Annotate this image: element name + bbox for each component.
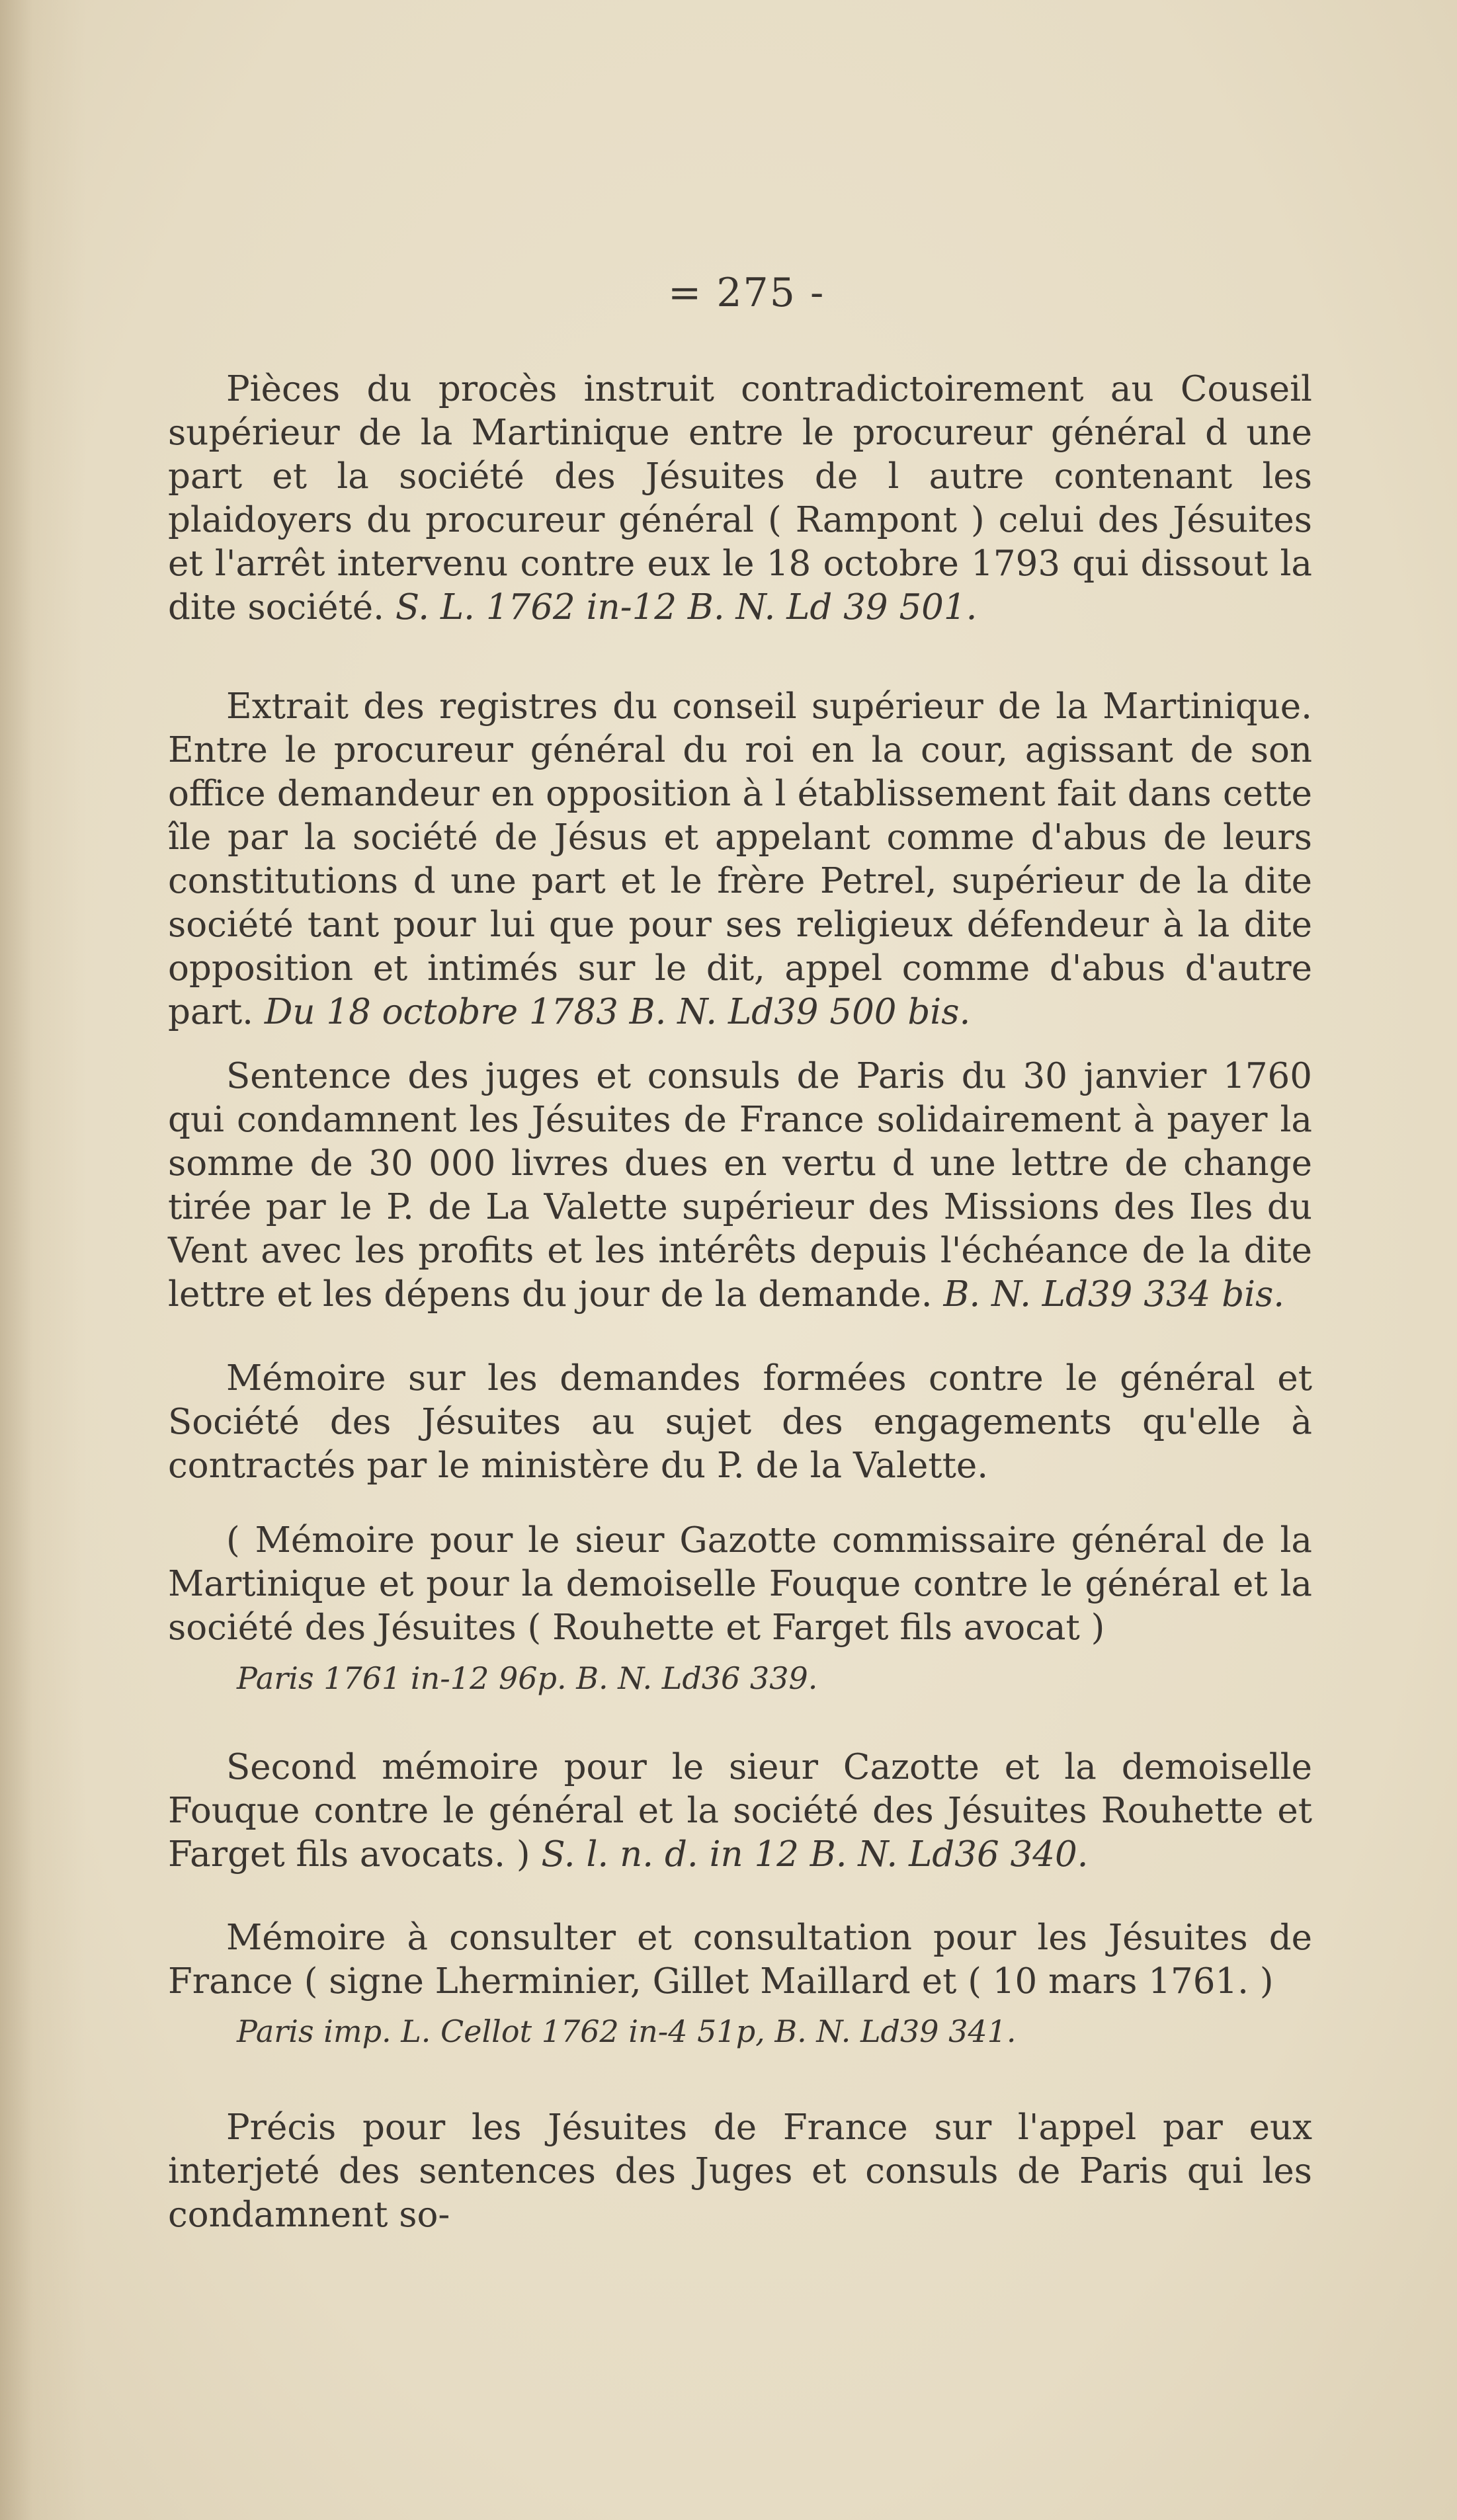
page-number: = 275 -	[668, 270, 825, 316]
entry-pieces-du-proces	[168, 368, 1312, 630]
entry-citation: S. L. 1762 in-12 B. N. Ld 39 501.	[395, 587, 978, 628]
entry-text: Précis pour les Jésuites de France sur l'appel par eux interjeté des sentences des Juges et consuls de Paris qui les condamnent so-	[168, 2107, 1312, 2235]
entry-text: Mémoire à consulter et consultation pour les Jésuites de France ( signe Lherminier, Gillet Maillard et ( 10 mars 1761. )	[168, 1918, 1312, 2002]
imprint-line-cellot: Paris imp. L. Cellot 1762 in-4 51p, B. N. Ld39 341.	[237, 2013, 1017, 2049]
entry-second-memoire	[168, 1746, 1312, 1877]
entry-precis-pour-les-jesuites	[168, 2106, 1312, 2237]
imprint-line-gazotte: Paris 1761 in-12 96p. B. N. Ld36 339.	[237, 1660, 818, 1696]
entry-memoire-sur-les-demandes	[168, 1357, 1312, 1488]
entry-text: Second mémoire pour le sieur Cazotte et la demoiselle Fouque contre le général et la société des Jésuites Rouhette et Farget fils avocats. )	[168, 1747, 1312, 1875]
entry-text: Pièces du procès instruit contradictoirement au Couseil supérieur de la Martinique entre le procureur général d une part et la société des Jésuites de l autre contenant les plaidoyers du procureur général ( Rampont ) celui des Jésuites et l'arrêt intervenu contre eux le 18 octobre 1793 qui dissout la dite société.	[168, 369, 1312, 628]
entry-citation: Du 18 octobre 1783 B. N. Ld39 500 bis.	[264, 992, 971, 1032]
entry-citation: S. l. n. d. in 12 B. N. Ld36 340.	[541, 1834, 1089, 1875]
entry-text: Sentence des juges et consuls de Paris du 30 janvier 1760 qui condamnent les Jésuites de France solidairement à payer la somme de 30 000 livres dues en vertu d une lettre de change tirée par le P. de La Valette supérieur des Missions des Iles du Vent avec les profits et les intérêts depuis l'échéance de la dite lettre et les dépens du jour de la demande.	[168, 1056, 1312, 1315]
entry-memoire-gazotte	[168, 1519, 1312, 1650]
entry-text: Mémoire sur les demandes formées contre le général et Société des Jésuites au sujet des engagements qu'elle à contractés par le ministère du P. de la Valette.	[168, 1358, 1312, 1486]
entry-citation: B. N. Ld39 334 bis.	[943, 1274, 1285, 1315]
entry-text: Extrait des registres du conseil supérieur de la Martinique. Entre le procureur général du roi en la cour, agissant de son office demandeur en opposition à l établissement fait dans cette île par la société de Jésus et appelant comme d'abus de leurs constitutions d une part et le frère Petrel, supérieur de la dite société tant pour lui que pour ses religieux défendeur à la dite opposition et intimés sur le dit, appel comme d'abus d'autre part.	[168, 686, 1312, 1032]
entry-text: ( Mémoire pour le sieur Gazotte commissaire général de la Martinique et pour la demoiselle Fouque contre le général et la société des Jésuites ( Rouhette et Farget fils avocat )	[168, 1520, 1312, 1648]
entry-extrait-des-registres	[168, 685, 1312, 1034]
entry-sentence-des-juges	[168, 1055, 1312, 1317]
entry-memoire-a-consulter	[168, 1916, 1312, 2004]
